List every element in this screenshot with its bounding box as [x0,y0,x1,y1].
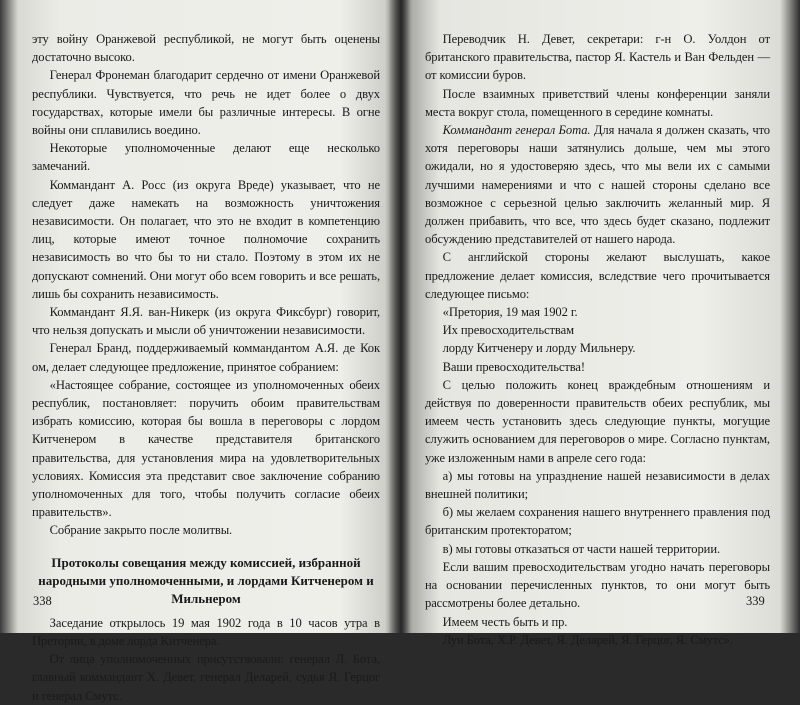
paragraph: После взаимных приветствий члены конференции заняли места вокруг стола, помещенного в середине комнаты. [425,86,770,119]
page-number-left: 338 [33,594,52,608]
list-item: в) мы готовы отказаться от части нашей территории. [442,541,721,556]
letter-address: Их превосходительствам [442,323,574,338]
paragraph: Коммандант А. Росс (из округа Вреде) указывает, что не следует даже намекать на возможность уничтожения независимости. Он полагает, что это не входит в компетенцию лиц, которые имеют точное полномочие сохранить независимость во что бы то ни стало. Поэтому в этом их не допускают сомнений. Они могут обо всем говорить и все решать, лишь бы сохранить независимость. [32,177,380,301]
page-number-right: 339 [746,594,765,608]
book-gutter [388,0,412,633]
paragraph: От лица уполномоченных присутствовали: генерал Л. Бота, главный коммандант Х. Девет, генерал Деларей, судья Я. Герцог и генерал Смутс. [32,652,380,703]
letter-salutation: Ваши превосходительства! [442,359,585,374]
speaker-paragraph [425,121,770,248]
paragraph: Генерал Фронеман благодарит сердечно от имени Оранжевой республики. Чувствуется, что речь не идет более о двух государствах, которые имели бы различные интересы. В огне войны они сплавились воедино. [32,68,380,138]
left-page-body-bottom [32,614,380,705]
paragraph: С целью положить конец враждебным отношениям и действуя по доверенности правительств обеих республик, мы имеем честь установить здесь следующие пункты, могущие служить основанием для переговоров о мире. Согласно пунктам, уже изложенным нами в апреле сего года: [425,377,770,465]
section-heading: Протоколы совещания между комиссией, избранной народными уполномоченными, и лордами Китченером и Мильнером [38,554,374,606]
paragraph: Некоторые уполномоченные делают еще несколько замечаний. [32,141,380,174]
paragraph: Собрание закрыто после молитвы. [49,523,233,538]
speech-text: Для начала я должен сказать, что хотя переговоры наши затянулись дольше, чем мы этого ожидали, но я удостоверяю здесь, что мы вели их с самыми лучшими намерениями и что с нашей стороны сделано все возможное с серьезной целью заключить желанный мир. Я должен прибавить, что все, что здесь будет сказано, подлежит обсуждению представителей от нашего народа. [425,123,770,247]
left-page [32,30,380,705]
left-page-body-top [32,30,380,540]
letter-address: лорду Китченеру и лорду Мильнеру. [442,341,636,356]
paragraph: Если вашим превосходительствам угодно начать переговоры на основании перечисленных пунктов, то они могут быть рассмотрены более детально. [425,559,770,611]
letter-signatures: Луи Бота, Х.Р. Девет, Я. Деларей, Я. Герцог, Я. Смутс». [442,632,733,647]
paragraph: Генерал Бранд, поддерживаемый коммандантом А.Я. де Кок ом, делает следующее предложение, принятое собранием: [32,341,380,374]
paragraph: С английской стороны желают выслушать, какое предложение делает комиссия, вследствие чего прочитывается следующее письмо: [425,250,770,301]
letter-date: «Претория, 19 мая 1902 г. [442,305,578,320]
list-item: а) мы готовы на упразднение нашей независимости в делах внешней политики; [425,468,770,502]
list-item: б) мы желаем сохранения нашего внутреннего правления под британским протекторатом; [425,505,770,538]
letter-closing: Имеем честь быть и пр. [442,614,568,629]
paragraph: эту войну Оранжевой республикой, не могут быть оценены достаточно высоко. [32,32,380,65]
right-page [425,30,770,649]
paragraph: Коммандант Я.Я. ван-Никерк (из округа Фиксбург) говорит, что нельзя допускать и мысли об уничтожении независимости. [32,305,380,338]
paragraph: Заседание открылось 19 мая 1902 года в 10 часов утра в Претории, в доме лорда Китченера. [32,615,380,648]
speaker-name: Коммандант генерал Бота. [442,123,591,138]
paragraph: Переводчик Н. Девет, секретари: г-н О. Уолдон от британского правительства, пастор Я. Кастель и Ван Фельден — от комиссии буров. [425,32,770,83]
paragraph: «Настоящее собрание, состоящее из уполномоченных обеих республик, постановляет: поручить обоим правительствам избрать комиссию, которая бы вошла в переговоры с лордом Китченером в качестве представителя британского правительства, для установления мира на удовлетворительных условиях. Комиссия эта представит свое заключение собранию уполномоченных для того, чтобы получить согласие обеих правительств». [32,377,380,520]
